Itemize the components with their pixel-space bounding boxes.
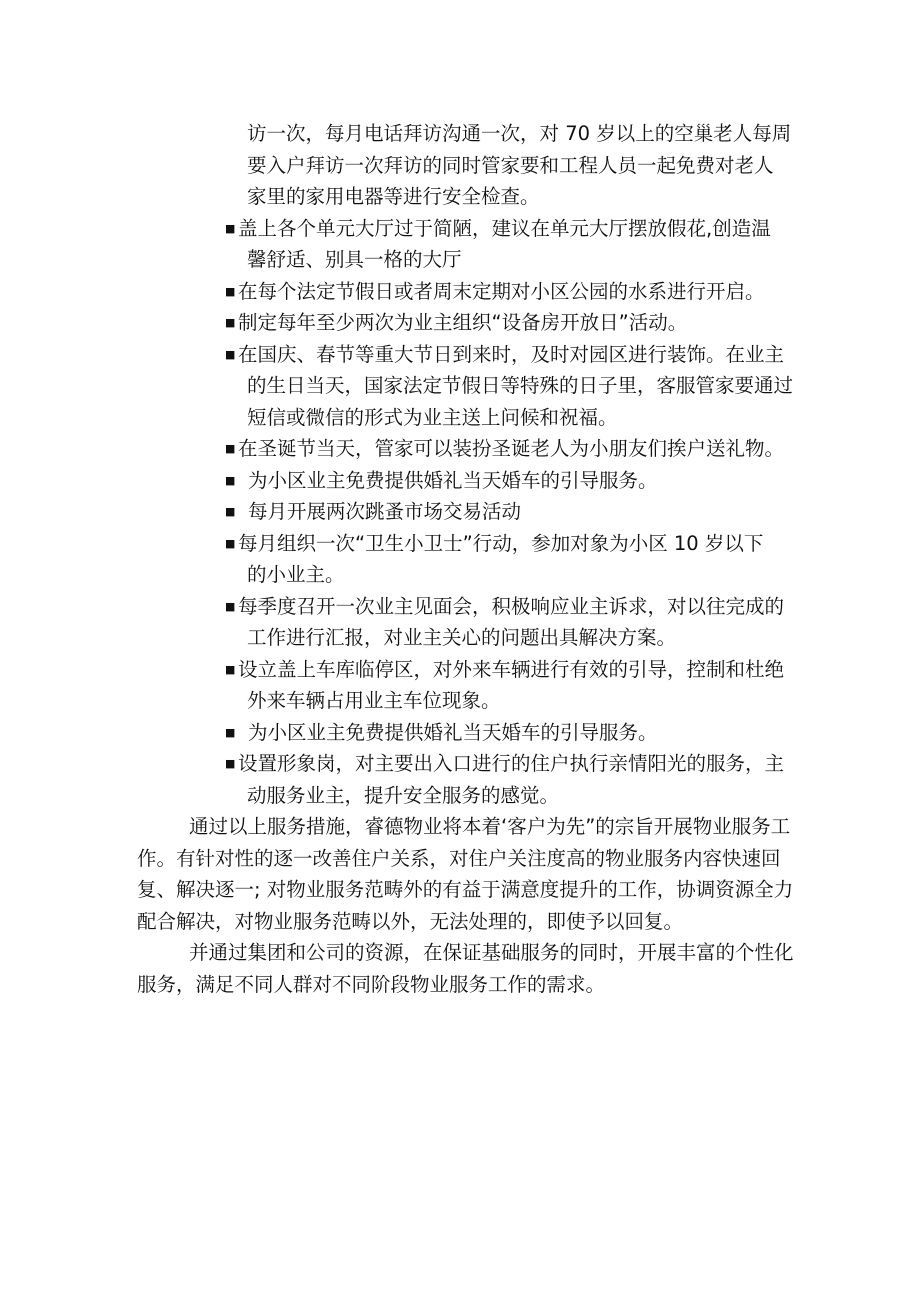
bullet-text <box>238 528 809 591</box>
bullet-marker-icon: ■ <box>225 473 236 487</box>
bullet-text <box>238 433 809 465</box>
bullet-text <box>238 339 809 434</box>
bullet-marker-icon: ■ <box>225 505 236 518</box>
bullet-marker-icon: ■ <box>225 347 236 361</box>
bullet-text-line: 在圣诞节当天，管家可以装扮圣诞老人为小朋友们挨户送礼物。 <box>238 437 785 460</box>
bullet-text <box>238 496 809 528</box>
bullet-text-line: 短信或微信的形式为业主送上问候和祝福。 <box>247 405 618 429</box>
bullet-text-line: 在每个法定节假日或者周末定期对小区公园的水系进行开启。 <box>238 279 765 303</box>
bullet-text <box>238 307 809 339</box>
bullet-text-line: 的小业主。 <box>247 563 345 586</box>
bullet-text-line: 每月组织一次“卫生小卫士”行动，参加对象为小区 10 岁以下 <box>238 531 764 555</box>
continuation-line: 家里的家用电器等进行安全检查。 <box>247 185 540 208</box>
bullet-text-line: 制定每年至少两次为业主组织“设备房开放日”活动。 <box>238 311 688 334</box>
bullet-marker-icon: ■ <box>225 316 236 329</box>
bullet-text-line: 为小区业主免费提供婚礼当天婚车的引导服务。 <box>248 720 658 744</box>
bullet-text <box>238 748 809 811</box>
bullet-text-line: 设置形象岗，对主要出入口进行的住户执行亲情阳光的服务，主 <box>238 752 785 775</box>
bullet-marker-icon: ■ <box>225 725 236 739</box>
bullet-text <box>238 591 809 654</box>
bullet-marker-icon: ■ <box>225 536 236 550</box>
closing-paragraph: 并通过集团和公司的资源，在保证基础服务的同时，开展丰富的个性化服务，满足不同人群对不同阶段物业服务工作的需求。 <box>137 941 794 996</box>
continuation-line: 要入户拜访一次拜访的同时管家要和工程人员一起免费对老人 <box>247 153 774 177</box>
bullet-text-line: 每月开展两次跳蚤市场交易活动 <box>248 500 522 523</box>
bullet-text-line: 外来车辆占用业主车位现象。 <box>247 689 501 712</box>
bullet-marker-icon: ■ <box>225 757 236 770</box>
bullet-text <box>238 276 809 308</box>
bullet-text-line: 设立盖上车库临停区，对外来车辆进行有效的引导，控制和杜绝 <box>238 657 785 681</box>
bullet-item <box>137 339 809 434</box>
closing-paragraph: 通过以上服务措施，睿德物业将本着‘客户为先”的宗旨开展物业服务工作。有针对性的逐一改善住户关系，对住户关注度高的物业服务内容快速回复、解决逐一; 对物业服务范畴外的有益于满意度提升的工作，协调资源全力配合解决，对物业服务范畴以外，无法处理的，即使予以回复。 <box>137 815 794 933</box>
bullet-marker-icon: ■ <box>225 599 236 613</box>
bullet-item <box>137 528 809 591</box>
bullet-item <box>137 276 809 308</box>
bullet-text-line: 每季度召开一次业主见面会，积极响应业主诉求，对以往完成的 <box>238 594 785 618</box>
bullet-text <box>238 213 809 276</box>
bullet-item <box>137 748 809 811</box>
bullet-item <box>137 496 809 528</box>
bullet-marker-icon: ■ <box>225 284 236 298</box>
bullet-text-line: 动服务业主，提升安全服务的感觉。 <box>247 783 560 807</box>
bullet-item <box>137 591 809 654</box>
bullet-item <box>137 654 809 717</box>
bullet-item <box>137 433 809 465</box>
bullet-text <box>238 717 809 749</box>
bullet-text-line: 工作进行汇报，对业主关心的问题出具解决方案。 <box>247 626 677 649</box>
bullet-text-line: 馨舒适、别具一格的大厅 <box>247 248 462 271</box>
bullet-text-line: 在国庆、春节等重大节日到来时，及时对园区进行装饰。在业主 <box>238 342 785 366</box>
bullet-item <box>137 465 809 497</box>
bullet-text-line: 的生日当天，国家法定节假日等特殊的日子里，客服管家要通过 <box>247 374 794 397</box>
bullet-text <box>238 654 809 717</box>
bullet-text-line: 盖上各个单元大厅过于简陋，建议在单元大厅摆放假花,创造温 <box>238 216 771 240</box>
bullet-text <box>238 465 809 497</box>
bullet-marker-icon: ■ <box>225 442 236 455</box>
bullet-marker-icon: ■ <box>225 662 236 676</box>
bullet-text-line: 为小区业主免费提供婚礼当天婚车的引导服务。 <box>248 468 658 492</box>
bullet-marker-icon: ■ <box>225 221 236 235</box>
bullet-item <box>137 717 809 749</box>
continuation-line: 访一次，每月电话拜访沟通一次，对 70 岁以上的空巢老人每周 <box>247 122 792 145</box>
document-body <box>137 118 809 1000</box>
bullet-list <box>137 213 809 812</box>
bullet-item <box>137 307 809 339</box>
bullet-item <box>137 213 809 276</box>
